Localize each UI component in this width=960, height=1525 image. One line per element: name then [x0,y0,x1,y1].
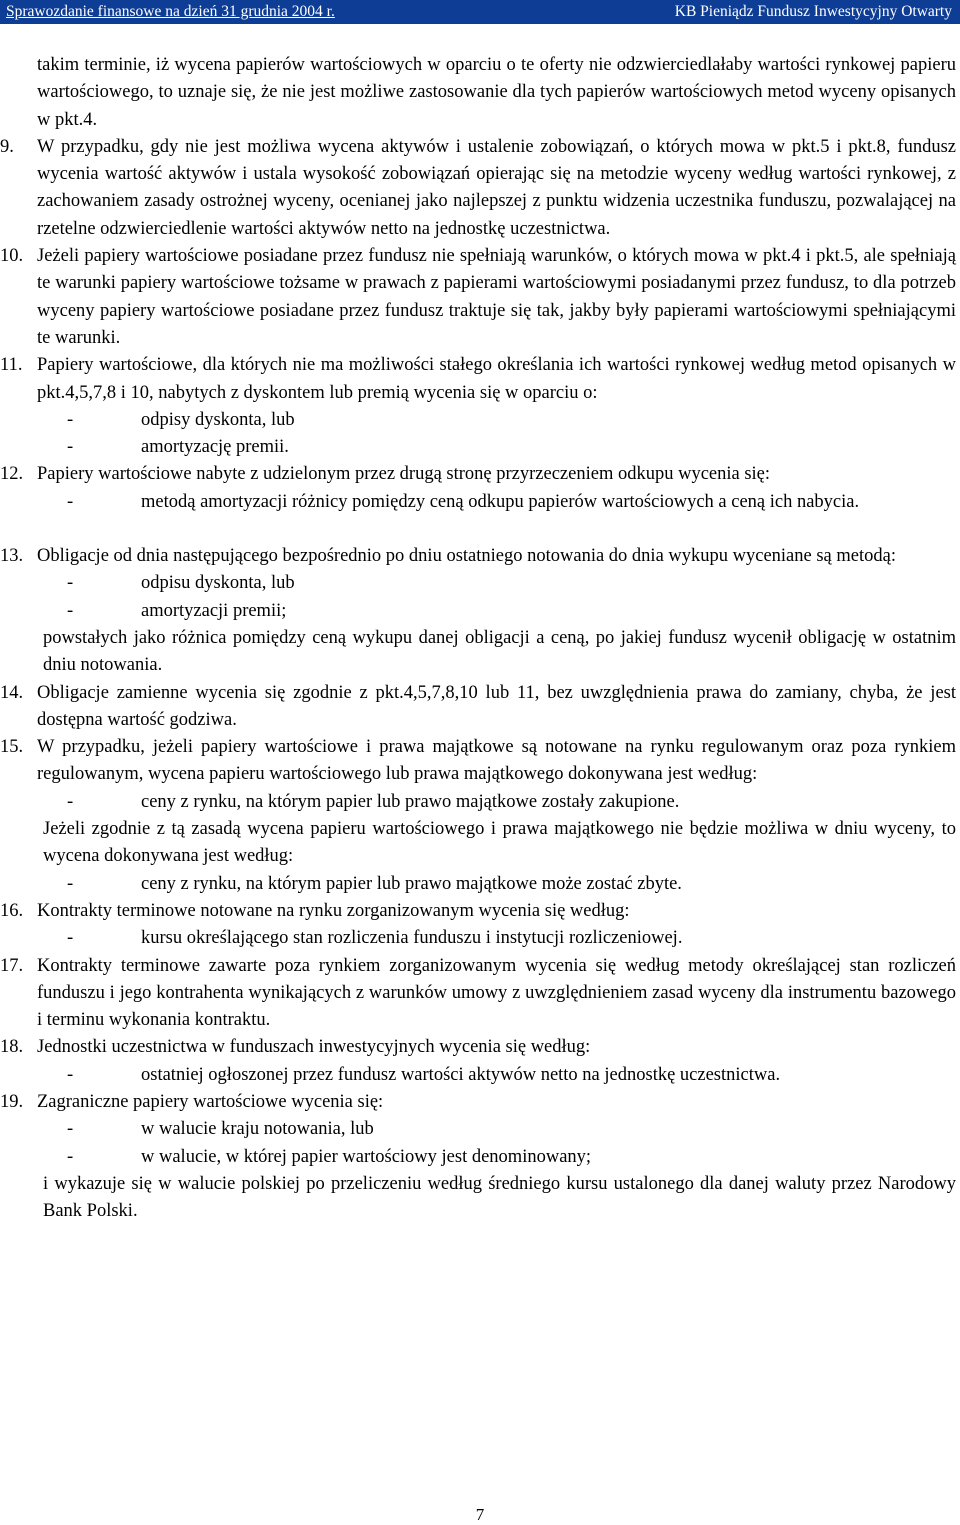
item-number: 19. [0,1091,24,1112]
item-number: 9. [0,136,14,157]
item-text: Kontrakty terminowe zawarte poza rynkiem zorganizowanym wycenia się według metody określającej stan rozliczeń funduszu i jego kontrahenta wynikających z warunków umowy z uwzględnieniem zasad wyceny dla instrumentu bazowego i terminu wykonania kontraktu. [37,955,956,1031]
report-title: Sprawozdanie finansowe na dzień 31 grudnia 2004 r. [6,3,335,20]
page-number: 7 [475,1505,485,1524]
item-number: 11. [0,355,23,376]
item-number: 16. [0,900,24,921]
spacer [37,516,956,543]
item-text: Zagraniczne papiery wartościowe wycenia się: [37,1091,384,1112]
list-item-14 [0,680,956,735]
bullet-text: odpisy dyskonta, lub [141,409,295,430]
list-item-17 [0,953,956,1035]
item-text: Kontrakty terminowe notowane na rynku zorganizowanym wycenia się według: [37,900,630,921]
list-item-10 [0,243,956,352]
intro-paragraph: takim terminie, iż wycena papierów wartościowych w oparciu o te oferty nie odzwierciedlałaby wartości rynkowej papieru wartościowego, to uznaje się, że nie jest możliwe zastosowanie dla tych papierów wartościowych metod wyceny opisanych w pkt.4. [37,55,956,130]
item-text: Obligacje zamienne wycenia się zgodnie z pkt.4,5,7,8,10 lub 11, bez uwzględnienia prawa do zamiany, chyba, że jest dostępna wartość godziwa. [37,682,956,730]
list-item-9 [0,134,956,243]
bullet-item [37,1144,956,1171]
dash-marker: - [67,791,74,812]
item-text: Jednostki uczestnictwa w funduszach inwestycyjnych wycenia się według: [37,1037,591,1058]
list-item-15 [0,734,956,898]
list-item-19 [0,1089,956,1225]
item-text: Papiery wartościowe nabyte z udzielonym przez drugą stronę przyrzeczeniem odkupu wycenia się: [37,464,771,485]
list-item-13 [0,543,956,679]
item-number: 18. [0,1037,24,1058]
item-number: 15. [0,737,24,758]
bullet-item [37,434,956,461]
bullet-item [37,1062,956,1089]
bullet-text: ceny z rynku, na którym papier lub prawo majątkowe zostały zakupione. [141,791,680,812]
bullet-item [37,598,956,625]
item-number: 14. [0,682,24,703]
item-text: Papiery wartościowe, dla których nie ma możliwości stałego określania ich wartości rynkowej według metod opisanych w pkt.4,5,7,8 i 10, nabytych z dyskontem lub premią wycenia się w oparciu o: [37,355,956,403]
dash-marker: - [67,873,74,894]
bullet-text: metodą amortyzacji różnicy pomiędzy ceną odkupu papierów wartościowych a ceną ich nabycia. [141,491,860,512]
document-body [0,52,956,1225]
list-item-12 [0,461,956,516]
bullet-text: odpisu dyskonta, lub [141,573,295,594]
item-continuation: Jeżeli zgodnie z tą zasadą wycena papieru wartościowego i prawa majątkowego nie będzie możliwa w dniu wyceny, to wycena dokonywana jest według: [43,819,956,867]
dash-marker: - [67,409,74,430]
bullet-text: ostatniej ogłoszonej przez fundusz wartości aktywów netto na jednostkę uczestnictwa. [141,1064,781,1085]
dash-marker: - [67,600,74,621]
bullet-item [37,871,956,898]
item-text: W przypadku, gdy nie jest możliwa wycena aktywów i ustalenie zobowiązań, o których mowa w pkt.5 i pkt.8, fundusz wycenia wartość aktywów i ustala wysokość zobowiązań opierając się na metodzie wyceny według wartości rynkowej, z zachowaniem zasady ostrożnej wyceny, ocenianej jako najlepszej z punktu widzenia uczestnika funduszu, pozwalającej na rzetelne odzwierciedlenie wartości aktywów netto na jednostkę uczestnictwa. [37,136,956,239]
item-text: W przypadku, jeżeli papiery wartościowe i prawa majątkowe są notowane na rynku regulowanym oraz poza rynkiem regulowanym, wycena papieru wartościowego lub prawa majątkowego dokonywana jest według: [37,737,956,785]
item-number: 17. [0,955,24,976]
bullet-text: amortyzacji premii; [141,600,287,621]
bullet-item [37,489,956,516]
item-number: 12. [0,464,24,485]
dash-marker: - [67,928,74,949]
list-item-11 [0,352,956,461]
bullet-item [37,570,956,597]
fund-name: KB Pieniądz Fundusz Inwestycyjny Otwarty [674,3,952,20]
bullet-text: w walucie kraju notowania, lub [141,1119,374,1140]
item-text: Obligacje od dnia następującego bezpośrednio po dniu ostatniego notowania do dnia wykupu wyceniane są metodą: [37,546,896,567]
dash-marker: - [67,437,74,458]
bullet-item [37,407,956,434]
dash-marker: - [67,1064,74,1085]
dash-marker: - [67,491,74,512]
list-item-16 [0,898,956,953]
item-continuation: i wykazuje się w walucie polskiej po przeliczeniu według średniego kursu ustalonego dla danej waluty przez Narodowy Bank Polski. [43,1173,956,1222]
bullet-text: kursu określającego stan rozliczenia funduszu i instytucji rozliczeniowej. [141,928,683,949]
bullet-item [37,789,956,816]
dash-marker: - [67,1119,74,1140]
bullet-text: amortyzację premii. [141,437,289,458]
item-number: 10. [0,246,24,267]
item-number: 13. [0,546,24,567]
dash-marker: - [67,1146,74,1167]
bullet-item [37,1116,956,1143]
dash-marker: - [67,573,74,594]
item-continuation: powstałych jako różnica pomiędzy ceną wykupu danej obligacji a ceną, po jakiej fundusz wycenił obligację w ostatnim dniu notowania. [43,627,956,676]
list-item-18 [0,1034,956,1089]
page-header [0,0,960,24]
bullet-item [37,925,956,952]
item-text: Jeżeli papiery wartościowe posiadane przez fundusz nie spełniają warunków, o których mowa w pkt.4 i pkt.5, ale spełniają te warunki papiery wartościowe tożsame w prawach z papierami wartościowymi posiadanymi przez fundusz, to dla potrzeb wyceny papiery wartościowe posiadane przez fundusz traktuje się tak, jakby były papierami wartościowymi spełniającymi te warunki. [37,246,956,348]
bullet-text: w walucie, w której papier wartościowy jest denominowany; [141,1146,592,1167]
bullet-text: ceny z rynku, na którym papier lub prawo majątkowe może zostać zbyte. [141,873,682,894]
